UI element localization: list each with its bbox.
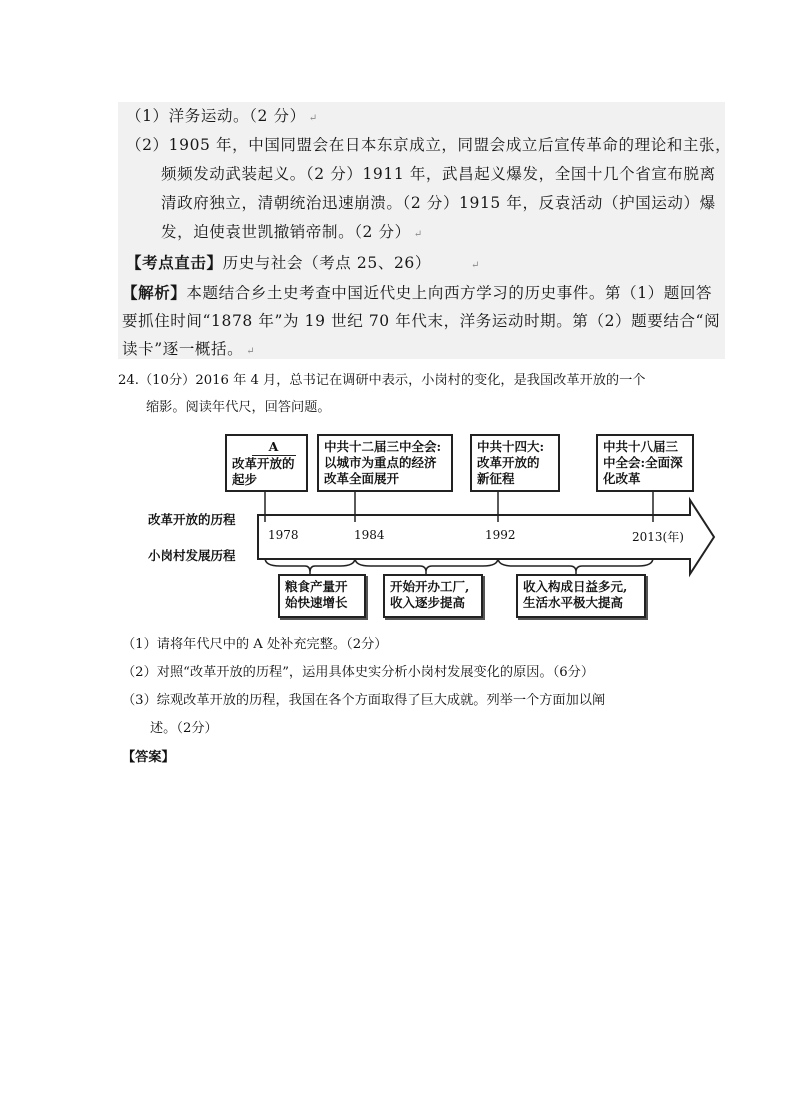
brace-1992-2013 [498, 558, 653, 572]
return-mark-icon: ↵ [308, 113, 318, 124]
year-1984: 1984 [354, 528, 385, 542]
question-24-line-2: 缩影。阅读年代尺，回答问题。 [146, 400, 331, 415]
answer-line-2: （2）1905 年，中国同盟会在日本东京成立，同盟会成立后宣传革命的理论和主张， [126, 136, 732, 154]
box-line: 改革全面展开 [324, 471, 400, 486]
box-line: 收入构成日益多元, [523, 579, 628, 594]
box-line: 以城市为重点的经济 [324, 455, 437, 470]
brace-1978-1984 [265, 558, 355, 572]
box-line: 中共十八届三 [603, 439, 679, 454]
subquestion-1: （1）请将年代尺中的 A 处补充完整。（2分） [122, 637, 388, 652]
jiexi-line-2: 要抓住时间“1878 年”为 19 世纪 70 年代末，洋务运动时期。第（2）题要结合“阅 [122, 312, 721, 330]
return-mark-icon: ↵ [246, 346, 256, 357]
answer-text: 发，迫使袁世凯撤销帝制。（2 分） [161, 223, 411, 241]
subquestion-3-line-1: （3）综观改革开放的历程，我国在各个方面取得了巨大成就。列举一个方面加以阐 [122, 693, 606, 708]
kaodian-label: 【考点直击】 [126, 253, 223, 272]
box-line: 开始开办工厂, [390, 579, 470, 594]
row-label-xiaogang: 小岗村发展历程 [148, 548, 236, 563]
box-line: 粮食产量开 [285, 579, 348, 594]
box-line: 中共十二届三中全会: [324, 439, 442, 454]
jiexi-label: 【解析】 [122, 283, 187, 302]
blank-a: A [252, 439, 296, 456]
box-line: 中共十四大: [477, 439, 545, 454]
box-line: 中全会:全面深 [603, 455, 683, 470]
xiaogang-box-3 [516, 574, 646, 618]
xiaogang-box-1 [278, 574, 366, 618]
row-label-reform: 改革开放的历程 [148, 512, 236, 527]
jiexi-text: 本题结合乡土史考查中国近代史上向西方学习的历史事件。第（1）题回答 [186, 284, 713, 302]
answer-line-3: 频频发动武装起义。（2 分）1911 年，武昌起义爆发，全国十几个省宣布脱离 [161, 165, 716, 183]
box-line: 新征程 [477, 471, 515, 486]
xiaogang-box-2 [383, 574, 483, 618]
answer-line-4: 清政府独立，清朝统治迅速崩溃。（2 分）1915 年，反袁活动（护国运动）爆 [161, 194, 716, 212]
brace-1984-1992 [355, 558, 498, 572]
box-line: 改革开放的 [477, 455, 540, 470]
box-line: 改革开放的 [232, 456, 295, 471]
box-line: 始快速增长 [285, 595, 348, 610]
jiexi-text: 读卡”逐一概括。 [122, 340, 244, 358]
answer-label: 【答案】 [122, 750, 175, 765]
return-mark-icon: ↵ [470, 260, 480, 271]
question-24-line-1: 24.（10分）2016 年 4 月，总书记在调研中表示，小岗村的变化，是我国改革开放的一个 [118, 373, 646, 388]
year-1992: 1992 [485, 528, 516, 542]
subquestion-2: （2）对照“改革开放的历程”，运用具体史实分析小岗村发展变化的原因。（6分） [122, 665, 595, 680]
return-mark-icon: ↵ [413, 229, 423, 240]
year-1978: 1978 [268, 528, 299, 542]
box-line: 收入逐步提高 [390, 595, 466, 610]
answer-text: （1）洋务运动。（2 分） [126, 107, 306, 125]
subquestion-3-line-2: 述。（2分） [150, 721, 218, 736]
box-line: 化改革 [603, 471, 641, 486]
kaodian-text: 历史与社会（考点 25、26） [222, 254, 431, 272]
box-line: 起步 [232, 472, 258, 487]
box-line: 生活水平极大提高 [523, 595, 624, 610]
year-2013: 2013(年) [632, 530, 684, 544]
